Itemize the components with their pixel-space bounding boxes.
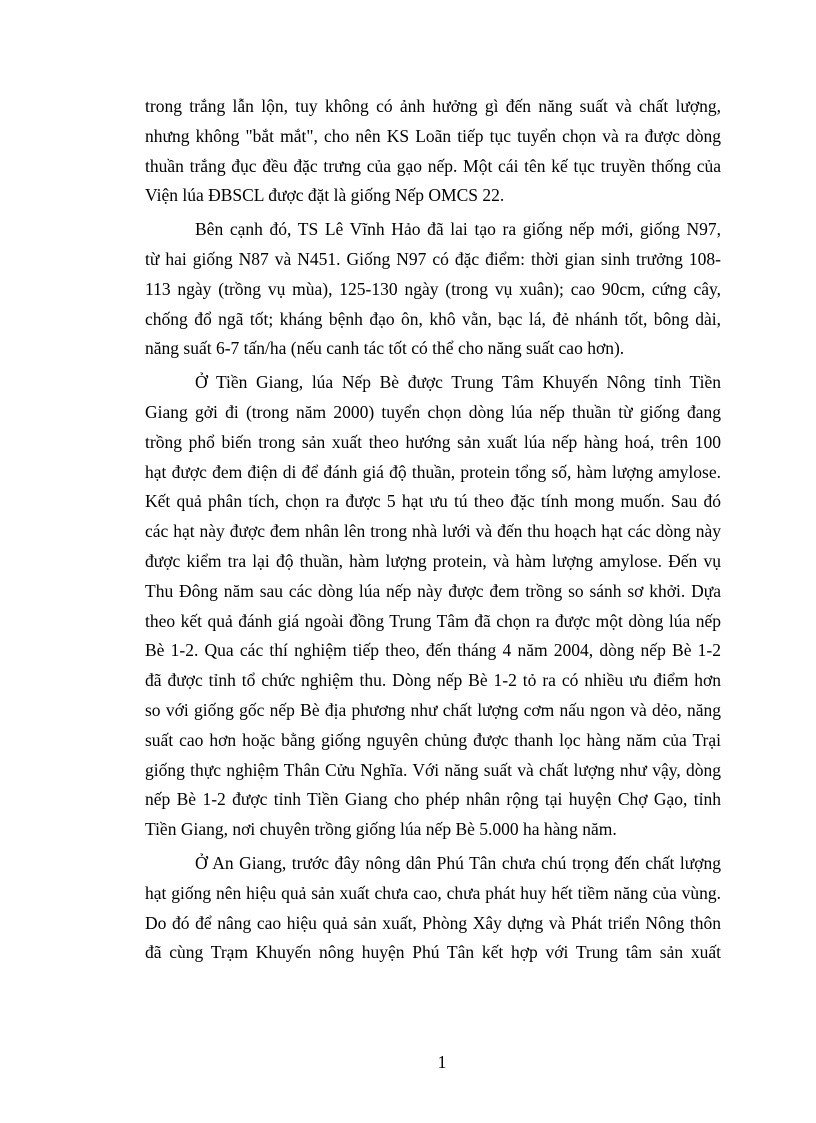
text-line: trong trắng lẫn lộn, tuy không có ảnh hưởng gì đến năng suất và chất lượng, — [145, 96, 721, 116]
text-line: hạt giống nên hiệu quả sản xuất chưa cao, chưa phát huy hết tiềm năng của vùng. — [145, 882, 721, 903]
text-line: hạt được đem điện di để đánh giá độ thuần, protein tổng số, hàm lượng amylose. — [145, 461, 721, 482]
text-line: suất cao hơn hoặc bằng giống nguyên chủng được thanh lọc hàng năm của Trại — [145, 729, 721, 750]
text-line: nếp Bè 1-2 được tỉnh Tiền Giang cho phép nhân rộng tại huyện Chợ Gạo, tỉnh — [145, 789, 721, 810]
text-line: được kiểm tra lại độ thuần, hàm lượng protein, và hàm lượng amylose. Đến vụ — [145, 550, 721, 571]
text-line: Thu Đông năm sau các dòng lúa nếp này được đem trồng so sánh sơ khởi. Dựa — [145, 580, 721, 601]
paragraph — [145, 215, 721, 364]
text-line: Ở Tiền Giang, lúa Nếp Bè được Trung Tâm Khuyến Nông tỉnh Tiền — [195, 372, 721, 393]
text-line: Do đó để nâng cao hiệu quả sản xuất, Phòng Xây dựng và Phát triển Nông thôn — [145, 912, 721, 933]
text-line: Ở An Giang, trước đây nông dân Phú Tân chưa chú trọng đến chất lượng — [195, 852, 721, 873]
paragraph — [145, 849, 721, 968]
text-line: Viện lúa ĐBSCL được đặt là giống Nếp OMCS 22. — [145, 185, 505, 206]
text-line: so với giống gốc nếp Bè địa phương như chất lượng cơm nấu ngon và dẻo, năng — [145, 699, 721, 720]
text-line: đã được tỉnh tổ chức nghiệm thu. Dòng nếp Bè 1-2 tỏ ra có nhiều ưu điểm hơn — [145, 670, 721, 691]
text-line: Kết quả phân tích, chọn ra được 5 hạt ưu tú theo đặc tính mong muốn. Sau đó — [145, 491, 721, 512]
document-body — [145, 92, 721, 968]
text-line: chống đổ ngã tốt; kháng bệnh đạo ôn, khô vằn, bạc lá, đẻ nhánh tốt, bông dài, — [145, 308, 721, 329]
page-number: 1 — [437, 1052, 447, 1072]
text-line: Bên cạnh đó, TS Lê Vĩnh Hảo đã lai tạo ra giống nếp mới, giống N97, — [195, 219, 721, 240]
text-line: các hạt này được đem nhân lên trong nhà lưới và đến thu hoạch hạt các dòng này — [145, 521, 721, 542]
text-line: 113 ngày (trồng vụ mùa), 125-130 ngày (trong vụ xuân); cao 90cm, cứng cây, — [145, 278, 721, 299]
text-line: theo kết quả đánh giá ngoài đồng Trung Tâm đã chọn ra được một dòng lúa nếp — [145, 610, 721, 631]
text-line: trồng phổ biến trong sản xuất theo hướng sản xuất lúa nếp hàng hoá, trên 100 — [145, 431, 721, 452]
text-line: đã cùng Trạm Khuyến nông huyện Phú Tân kết hợp với Trung tâm sản xuất — [145, 942, 721, 963]
text-line: năng suất 6-7 tấn/ha (nếu canh tác tốt có thể cho năng suất cao hơn). — [145, 338, 625, 359]
text-line: thuần trắng đục đều đặc trưng của gạo nếp. Một cái tên kế tục truyền thống của — [145, 155, 721, 176]
text-line: Bè 1-2. Qua các thí nghiệm tiếp theo, đến tháng 4 năm 2004, dòng nếp Bè 1-2 — [145, 640, 721, 661]
text-line: nhưng không "bắt mắt", cho nên KS Loãn tiếp tục tuyển chọn và ra được dòng — [145, 125, 721, 146]
text-line: Giang gởi đi (trong năm 2000) tuyển chọn dòng lúa nếp thuần từ giống đang — [145, 401, 721, 422]
paragraph — [145, 368, 721, 845]
text-line: Tiền Giang, nơi chuyên trồng giống lúa nếp Bè 5.000 ha hàng năm. — [145, 819, 617, 840]
text-line: giống thực nghiệm Thân Cửu Nghĩa. Với năng suất và chất lượng như vậy, dòng — [145, 759, 721, 780]
paragraph — [145, 92, 721, 211]
text-line: từ hai giống N87 và N451. Giống N97 có đặc điểm: thời gian sinh trưởng 108- — [145, 248, 721, 269]
